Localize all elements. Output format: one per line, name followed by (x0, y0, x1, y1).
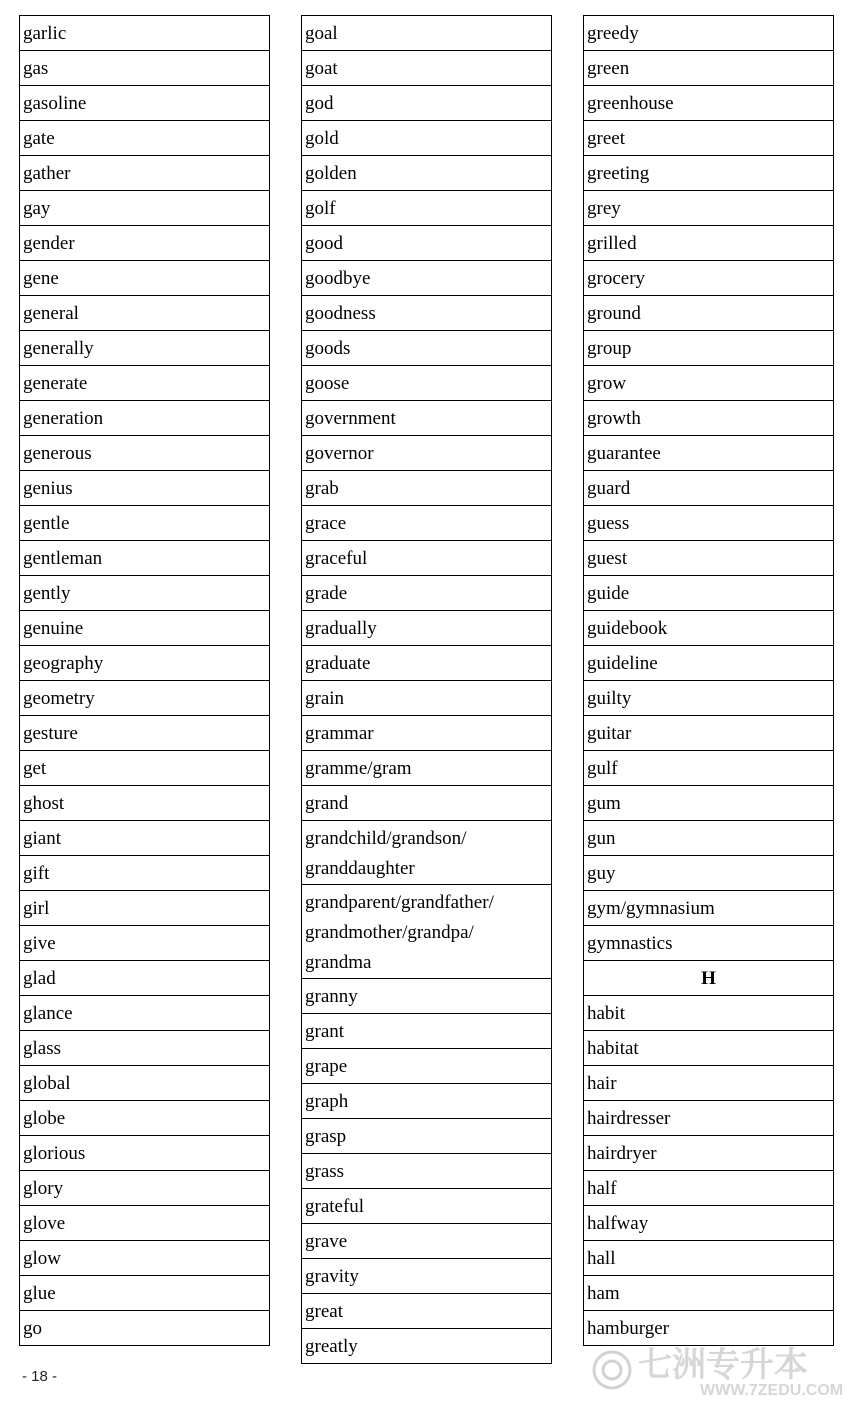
word-cell: government (302, 401, 551, 436)
word-cell: goat (302, 51, 551, 86)
word-cell: goods (302, 331, 551, 366)
word-cell: gently (20, 576, 269, 611)
word-cell: grant (302, 1014, 551, 1049)
word-cell: golden (302, 156, 551, 191)
word-cell: gravity (302, 1259, 551, 1294)
word-cell: grammar (302, 716, 551, 751)
word-cell: guitar (584, 716, 833, 751)
word-cell: globe (20, 1101, 269, 1136)
watermark-logo (588, 1340, 846, 1400)
word-cell: halfway (584, 1206, 833, 1241)
word-cell: grilled (584, 226, 833, 261)
word-cell: hall (584, 1241, 833, 1276)
word-cell: goose (302, 366, 551, 401)
word-cell: gun (584, 821, 833, 856)
word-cell: gum (584, 786, 833, 821)
word-cell: governor (302, 436, 551, 471)
word-cell: gold (302, 121, 551, 156)
word-cell: gene (20, 261, 269, 296)
page-number: - 18 - (22, 1368, 58, 1385)
word-cell: guy (584, 856, 833, 891)
word-cell: guest (584, 541, 833, 576)
word-cell: gasoline (20, 86, 269, 121)
word-cell: ham (584, 1276, 833, 1311)
word-cell: gentleman (20, 541, 269, 576)
word-cell: grand (302, 786, 551, 821)
word-cell: genius (20, 471, 269, 506)
word-cell: genuine (20, 611, 269, 646)
word-cell: hair (584, 1066, 833, 1101)
word-cell: golf (302, 191, 551, 226)
word-cell: guess (584, 506, 833, 541)
word-column-3 (583, 15, 834, 1346)
word-cell: ground (584, 296, 833, 331)
word-cell: girl (20, 891, 269, 926)
watermark-emblem-icon (594, 1352, 630, 1388)
word-cell: goodbye (302, 261, 551, 296)
word-cell: gradually (302, 611, 551, 646)
word-cell: gesture (20, 716, 269, 751)
word-cell: geometry (20, 681, 269, 716)
word-cell: greet (584, 121, 833, 156)
watermark-text: 七洲专升本 (638, 1345, 808, 1385)
word-cell: grape (302, 1049, 551, 1084)
word-cell: glance (20, 996, 269, 1031)
word-cell: grain (302, 681, 551, 716)
word-cell: glass (20, 1031, 269, 1066)
word-cell: generous (20, 436, 269, 471)
word-cell: grey (584, 191, 833, 226)
word-cell: grandparent/grandfather/ grandmother/grandpa/ grandma (302, 885, 551, 979)
word-cell: grave (302, 1224, 551, 1259)
word-cell: grasp (302, 1119, 551, 1154)
word-cell: graph (302, 1084, 551, 1119)
word-cell: graduate (302, 646, 551, 681)
word-cell: greeting (584, 156, 833, 191)
word-cell: glorious (20, 1136, 269, 1171)
word-cell: gramme/gram (302, 751, 551, 786)
word-column-2 (301, 15, 552, 1364)
word-cell: gate (20, 121, 269, 156)
word-cell: grateful (302, 1189, 551, 1224)
word-cell: grass (302, 1154, 551, 1189)
word-cell: gymnastics (584, 926, 833, 961)
word-cell: global (20, 1066, 269, 1101)
word-cell: gift (20, 856, 269, 891)
word-cell: grocery (584, 261, 833, 296)
word-cell: generation (20, 401, 269, 436)
word-cell: glow (20, 1241, 269, 1276)
word-cell: gather (20, 156, 269, 191)
watermark-url: WWW.7ZEDU.COM (700, 1382, 844, 1399)
word-cell: great (302, 1294, 551, 1329)
word-cell: hamburger (584, 1311, 833, 1346)
word-cell: get (20, 751, 269, 786)
word-cell: generate (20, 366, 269, 401)
word-cell: general (20, 296, 269, 331)
word-cell: gulf (584, 751, 833, 786)
word-cell: gas (20, 51, 269, 86)
section-letter-header: H (584, 961, 833, 996)
word-cell: group (584, 331, 833, 366)
word-column-1 (19, 15, 270, 1346)
word-cell: god (302, 86, 551, 121)
word-cell: gay (20, 191, 269, 226)
word-cell: grandchild/grandson/ granddaughter (302, 821, 551, 885)
word-cell: greatly (302, 1329, 551, 1364)
word-cell: guard (584, 471, 833, 506)
word-cell: graceful (302, 541, 551, 576)
word-cell: gender (20, 226, 269, 261)
word-cell: grab (302, 471, 551, 506)
word-cell: greenhouse (584, 86, 833, 121)
word-cell: ghost (20, 786, 269, 821)
word-cell: geography (20, 646, 269, 681)
word-cell: habit (584, 996, 833, 1031)
word-cell: glove (20, 1206, 269, 1241)
word-cell: half (584, 1171, 833, 1206)
word-cell: grace (302, 506, 551, 541)
word-cell: growth (584, 401, 833, 436)
word-cell: guidebook (584, 611, 833, 646)
word-cell: guarantee (584, 436, 833, 471)
word-cell: gentle (20, 506, 269, 541)
word-cell: glue (20, 1276, 269, 1311)
word-cell: giant (20, 821, 269, 856)
word-cell: guilty (584, 681, 833, 716)
word-cell: guide (584, 576, 833, 611)
word-cell: guideline (584, 646, 833, 681)
word-cell: glory (20, 1171, 269, 1206)
word-cell: grade (302, 576, 551, 611)
word-cell: granny (302, 979, 551, 1014)
word-cell: gym/gymnasium (584, 891, 833, 926)
word-cell: greedy (584, 16, 833, 51)
word-cell: goal (302, 16, 551, 51)
word-cell: good (302, 226, 551, 261)
word-cell: generally (20, 331, 269, 366)
word-cell: habitat (584, 1031, 833, 1066)
word-cell: garlic (20, 16, 269, 51)
word-cell: grow (584, 366, 833, 401)
word-cell: goodness (302, 296, 551, 331)
word-cell: hairdresser (584, 1101, 833, 1136)
word-cell: go (20, 1311, 269, 1346)
word-cell: glad (20, 961, 269, 996)
word-cell: hairdryer (584, 1136, 833, 1171)
word-cell: give (20, 926, 269, 961)
word-cell: green (584, 51, 833, 86)
